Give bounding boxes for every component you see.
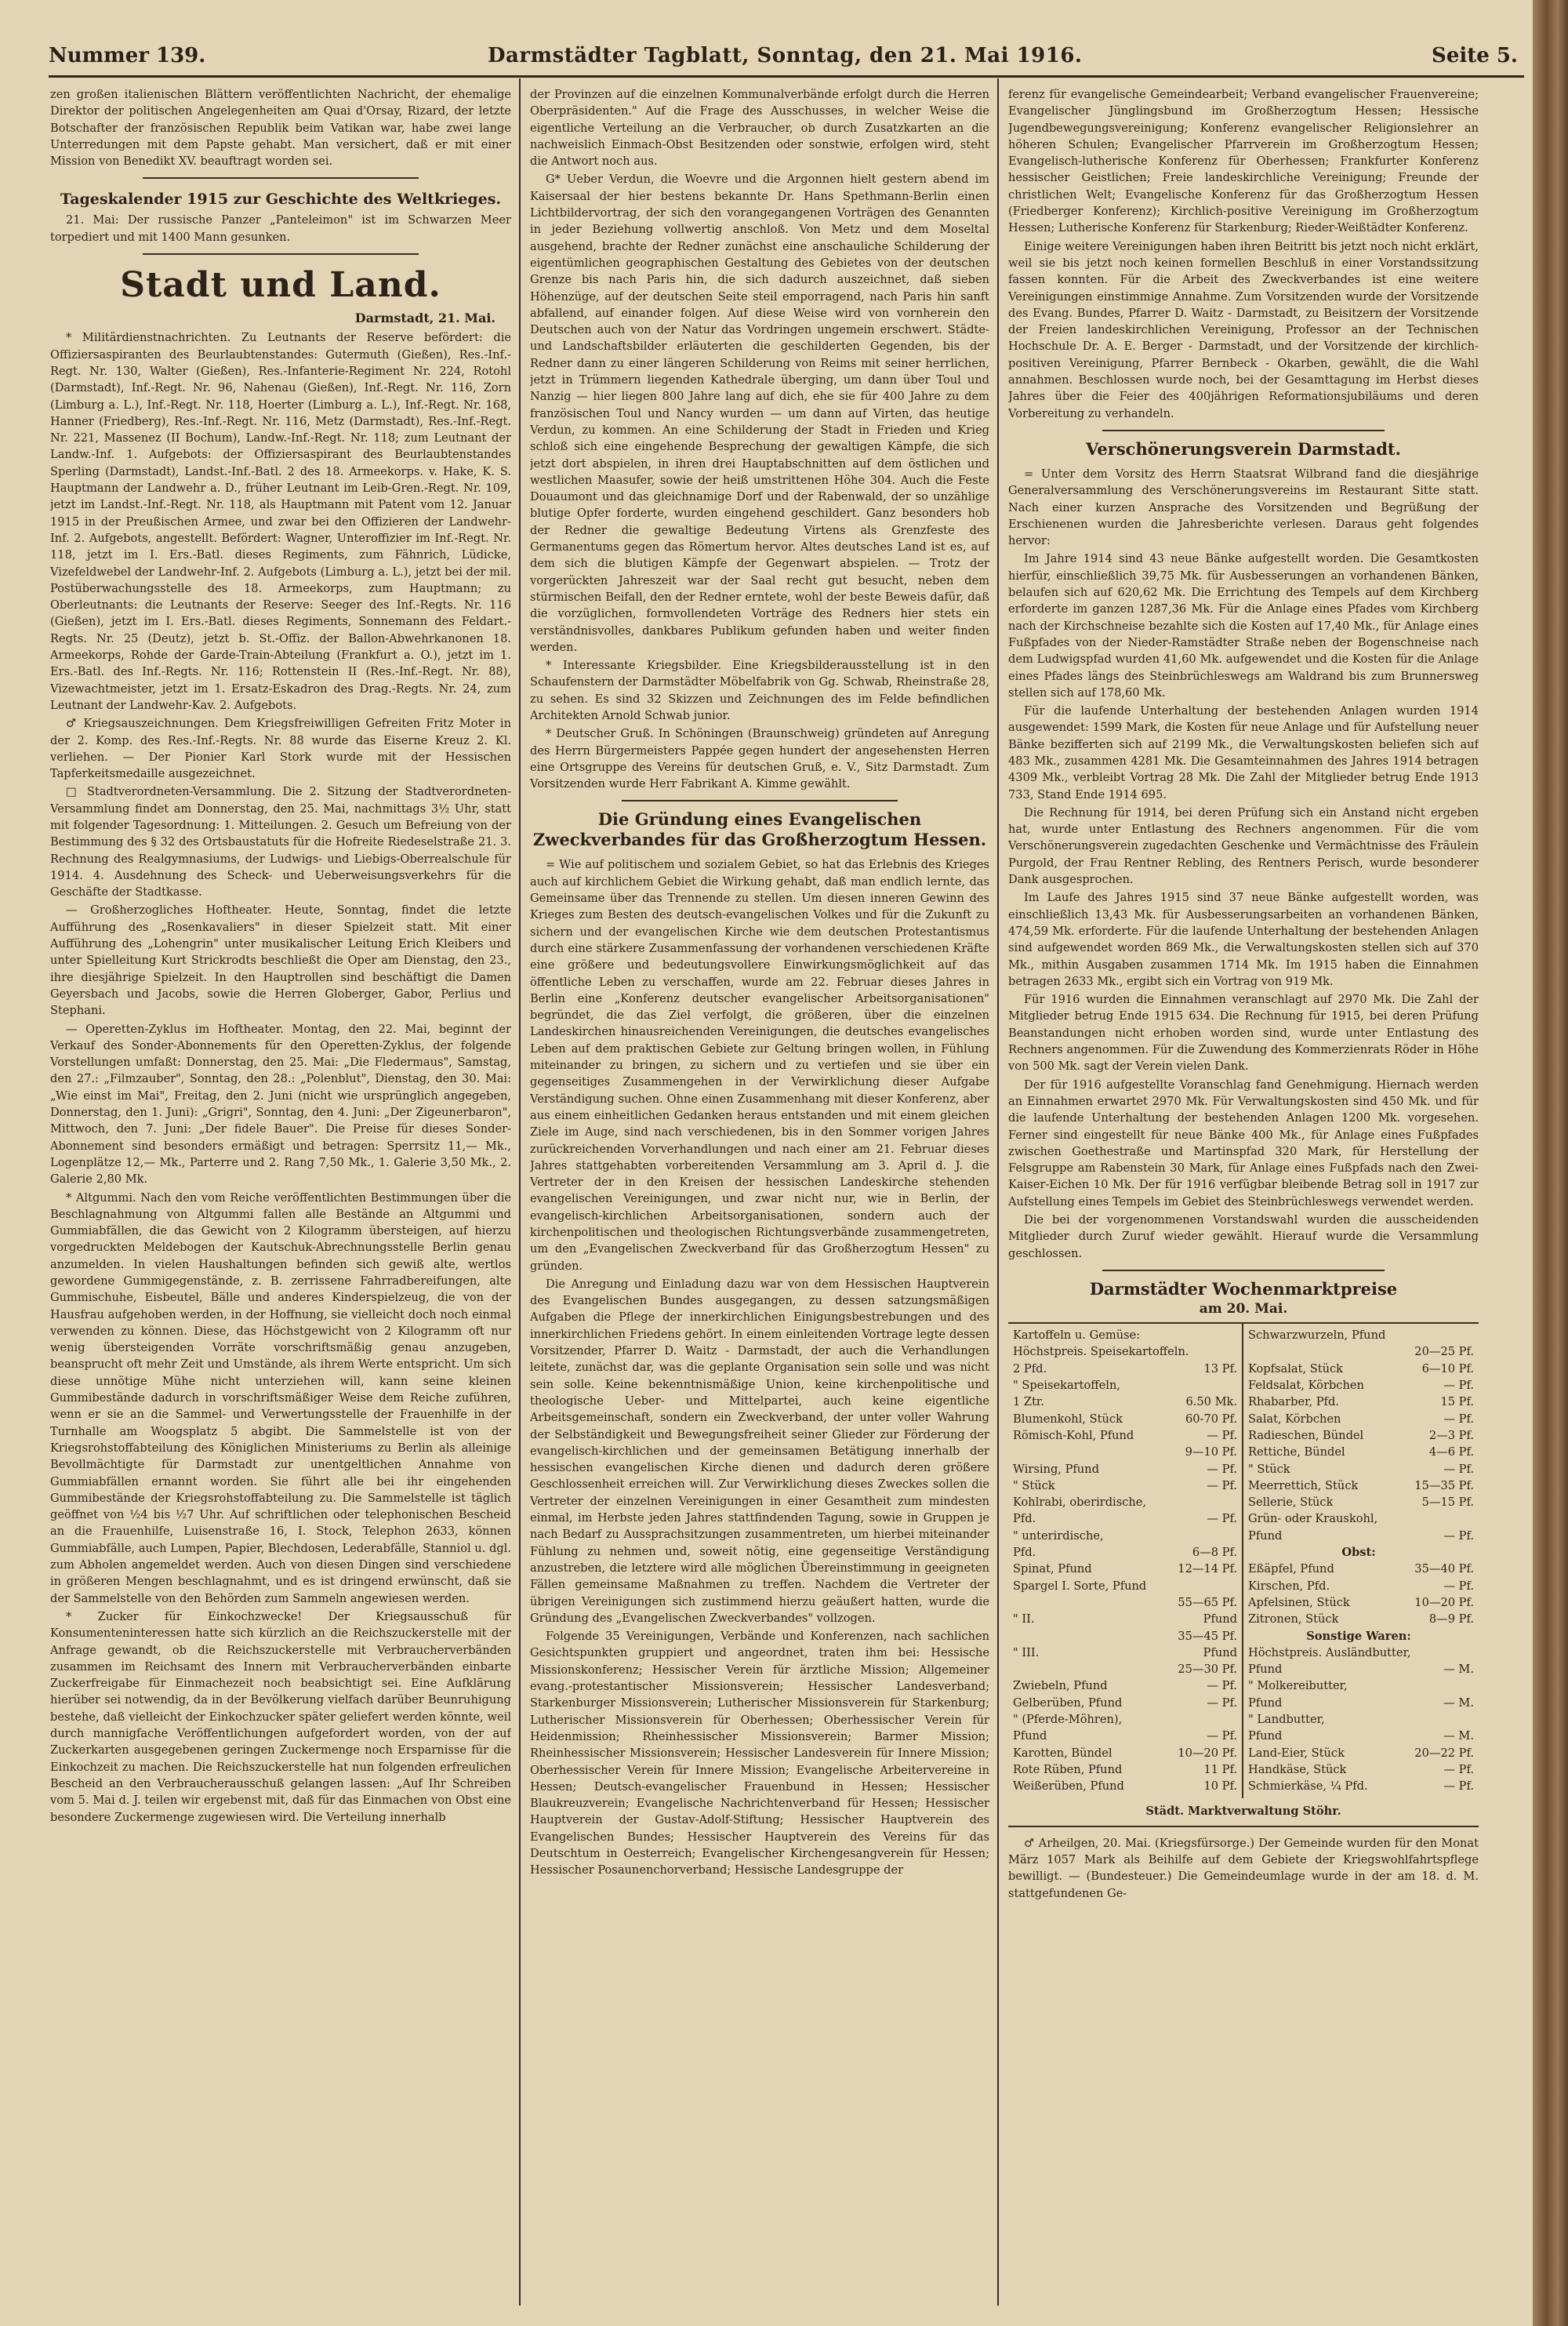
market-row: [1013, 1494, 1237, 1510]
column-divider: [519, 78, 521, 2306]
market-price: — Pf.: [1207, 1462, 1237, 1476]
market-row: [1248, 1528, 1474, 1544]
market-item: Weißerüben, Pfund: [1013, 1779, 1124, 1794]
calendar-title: Tageskalender 1915 zur Geschichte des Weltkrieges.: [60, 191, 502, 209]
market-price: 4—6 Pf.: [1428, 1445, 1474, 1459]
market-row: [1248, 1343, 1474, 1360]
market-row: [1248, 1327, 1474, 1343]
market-price: — Pf.: [1443, 1379, 1474, 1393]
market-price: 10—20 Pf.: [1414, 1595, 1474, 1609]
market-row: [1013, 1728, 1237, 1744]
market-signature: Städt. Marktverwaltung Stöhr.: [1008, 1803, 1479, 1827]
market-row: [1013, 1427, 1237, 1444]
market-row: [1248, 1377, 1474, 1394]
market-row: [1248, 1728, 1474, 1744]
market-item: Rhabarber, Pfd.: [1248, 1395, 1339, 1409]
market-row: [1013, 1628, 1237, 1645]
market-price: — Pf.: [1207, 1695, 1237, 1710]
market-item: Wirsing, Pfund: [1013, 1462, 1099, 1476]
market-item: 1 Ztr.: [1013, 1395, 1044, 1409]
market-row: [1013, 1361, 1237, 1377]
article-text: der Provinzen auf die einzelnen Kommunalverbände erfolgt durch die Herren Oberpräsidenten." Auf die Frage des Ausschusses, in welcher Weise die eigentliche Verteilung an die Verbraucher, ob durch Zusatzkarten an die nachweislich Einmach-Obst Besitzenden oder sonstwie, erfolgen wird, steht die Antwort noch aus.: [530, 88, 989, 169]
column-3: [1008, 86, 1479, 2306]
market-item: Pfund: [1248, 1663, 1283, 1677]
market-item: " (Pferde-Möhren),: [1013, 1713, 1123, 1727]
article-text: — Großherzogliches Hoftheater. Heute, Sonntag, findet die letzte Aufführung des „Rosenkavaliers" in dieser Spielzeit statt. Mit einer Aufführung des „Lohengrin" unter musikalischer Leitung Erich Kleibers und unter Spielleitung Kurt Strickrodts beschließt die Oper am Dienstag, den 23., ihre diesjährige Spielzeit. In den Hauptrollen sind beschäftigt die Damen Geyersbach und Jacobs, sowie die Herren Globerger, Gabor, Perlius und Stephani.: [50, 903, 511, 1018]
market-item: Apfelsinen, Stück: [1248, 1595, 1350, 1609]
article-text: Die Rechnung für 1914, bei deren Prüfung sich ein Anstand nicht ergeben hat, wurde unter Entlastung des Rechners angenommen. Für die vom Verschönerungsverein zugedachten Geschenke und Vermächtnisse des Fräulein Purgold, der Frau Rentner Rebling, des Rentners Perisch, wurde besonderer Dank ausgesprochen.: [1008, 805, 1479, 887]
divider: [622, 800, 898, 801]
market-item: Schwarzwurzeln, Pfund: [1248, 1328, 1386, 1343]
article-text: * Militärdienstnachrichten. Zu Leutnants der Reserve befördert: die Offiziersaspiranten des Beurlaubtenstandes: Gutermuth (Gießen), Res.-Inf.-Regt. Nr. 130, Walter (Gießen), Res.-Infanterie-Regiment Nr. 224, Rotohl (Darmstadt), Inf.-Regt. Nr. 96, Nahenau (Gießen), Inf.-Regt. Nr. 116, Zorn (Limburg a. L.), Inf.-Regt. Nr. 118, Hoerter (Limburg a. L.), Inf.-Regt. Nr. 168, Hanner (Friedberg), Res.-Inf.-Regt. Nr. 116, Metz (Darmstadt), Res.-Inf.-Regt. Nr. 221, Massenez (II Bochum), Landw.-Inf.-Regt. Nr. 118; zum Leutnant der Landw.-Inf. 1. Aufgebots: der Offiziersaspirant des Beurlaubtenstandes Sperling (Darmstadt), Landst.-Inf.-Batl. 2 des 18. Armeekorps. v. Hake, K. S. Hauptmann der Landwehr a. D., früher Leutnant im Leib-Gren.-Regt. Nr. 109, jetzt im Landst.-Inf.-Regt. Nr. 118, als Hauptmann mit Patent vom 12. Januar 1915 in der Preußischen Armee, und zwar bei den Offizieren der Landwehr-Inf. 2. Aufgebots, angestellt. Befördert: Wagner, Unteroffizier im Inf.-Regt. Nr. 118, jetzt im I. Ers.-Batl. dieses Regiments, zum Fähnrich, Lüdicke, Vizefeldwebel der Landwehr-Inf. 2. Aufgebots (Limburg a. L.), jetzt bei der mil. Postüberwachungsstelle des 18. Armeekorps, zum Hauptmann; zu Oberleutnants: die Leutnants der Reserve: Seeger des Inf.-Regts. Nr. 116 (Gießen), jetzt im I. Ers.-Batl. dieses Regiments, Sonnemann des Feldart.-Regts. Nr. 25 (Deutz), jetzt b. St.-Offiz. der Ballon-Abwehrkanonen 18. Armeekorps, Rohde der Garde-Train-Abteilung (Frankfurt a. O.), jetzt im 1. Ers.-Batl. des Inf.-Regts. Nr. 116; Rottenstein II (Res.-Inf.-Regt. Nr. 88), Vizewachtmeister, jetzt im 1. Ersatz-Eskadron des Drag.-Regts. Nr. 24, zum Leutnant der Landwehr-Kav. 2. Aufgebots.: [50, 331, 511, 712]
market-row: [1248, 1761, 1474, 1778]
market-item: Grün- oder Krauskohl,: [1248, 1512, 1378, 1526]
market-price: 20—25 Pf.: [1414, 1345, 1474, 1359]
market-row: [1013, 1761, 1237, 1778]
market-row: [1013, 1578, 1237, 1594]
article-text: Im Laufe des Jahres 1915 sind 37 neue Bänke aufgestellt worden, was einschließlich 13,43 Mk. für Ausbesserungsarbeiten an vorhandenen Bänken, 474,59 Mk. erforderte. Für die laufende Unterhaltung der bestehenden Anlagen sind aufgewendet worden 869 Mk., die Verwaltungskosten stellen sich auf 370 Mk., mithin Ausgaben zusammen 1714 Mk. Im 1915 haben die Einnahmen betragen 2633 Mk., ergibt sich ein Vortrag von 919 Mk.: [1008, 891, 1479, 988]
market-price: — Pf.: [1207, 1478, 1237, 1492]
market-prices: [1008, 1279, 1479, 1827]
market-item: " Stück: [1013, 1478, 1055, 1492]
market-price: 20—22 Pf.: [1414, 1746, 1474, 1760]
market-row: [1013, 1444, 1237, 1460]
article-text: ♂ Arheilgen, 20. Mai. (Kriegsfürsorge.) Der Gemeinde wurden für den Monat März 1057 Mark als Beihilfe auf dem Gebiete der Kriegswohlfahrtspflege bewilligt. — (Bundesteuer.) Die Gemeindeumlage wurde in der am 18. d. M. stattgefundenen Ge-: [1008, 1836, 1479, 1900]
divider: [1102, 430, 1385, 431]
market-price: — Pf.: [1207, 1679, 1237, 1693]
market-item: Pfund: [1248, 1528, 1283, 1543]
market-price: 13 Pf.: [1203, 1361, 1237, 1376]
article-title: Die Gründung eines Evangelischen Zweckverbandes für das Großherzogtum Hessen.: [532, 809, 987, 850]
market-item: Zwiebeln, Pfund: [1013, 1679, 1108, 1693]
market-item: Eßäpfel, Pfund: [1248, 1562, 1334, 1576]
column-1: [50, 86, 511, 2306]
article-text: Einige weitere Vereinigungen haben ihren Beitritt bis jetzt noch nicht erklärt, weil sie bis jetzt noch keinen formellen Beschluß in einer Vorstandssitzung fassen konnten. Für die Arbeit des Zweckverbandes ist eine weitere Vereinigungen einstimmige Annahme. Zum Vorsitzenden wurde der Vorsitzende des Evang. Bundes, Pfarrer D. Waitz - Darmstadt, zu Beisitzern der Vorsitzende der Freien landeskirchlichen Vereinigung, Professor an der Technischen Hochschule Dr. A. E. Berger - Darmstadt, und der Vorsitzende der kirchlich-positiven Vereinigung, Pfarrer Bernbeck - Okarben, gewählt, die die Wahl annahmen. Beschlossen wurde noch, bei der Gesamttagung im Herbst dieses Jahres über die Feier des 400jährigen Reformationsjubiläums und deren Vorbereitung zu verhandeln.: [1008, 239, 1479, 420]
market-row: [1013, 1778, 1237, 1794]
market-price: Pfund: [1203, 1645, 1237, 1659]
market-item: Pfund: [1248, 1695, 1283, 1710]
market-row: [1013, 1594, 1237, 1611]
market-item: " Stück: [1248, 1462, 1290, 1476]
market-price: — Pf.: [1207, 1512, 1237, 1526]
header-rule: [49, 75, 1524, 78]
market-row: [1248, 1411, 1474, 1427]
market-item: Rote Rüben, Pfund: [1013, 1762, 1123, 1776]
market-row: [1248, 1778, 1474, 1794]
market-row: [1248, 1361, 1474, 1377]
issue-number: Nummer 139.: [49, 44, 206, 67]
market-row: [1013, 1411, 1237, 1427]
market-row: [1248, 1394, 1474, 1410]
market-item: Kopfsalat, Stück: [1248, 1361, 1344, 1376]
article-text: Für 1916 wurden die Einnahmen veranschlagt auf 2970 Mk. Die Zahl der Mitglieder betrug Ende 1915 634. Die Rechnung für 1915, bei deren Prüfung Beanstandungen nicht erhoben worden sind, wurde unter Entlastung des Rechners angenommen. Für die Zuwendung des Kommerzienrats Röder in Höhe von 500 Mk. sagt der Verein vielen Dank.: [1008, 993, 1479, 1074]
market-price: — M.: [1443, 1663, 1474, 1677]
market-price: 6.50 Mk.: [1185, 1395, 1237, 1409]
market-item: Spargel I. Sorte, Pfund: [1013, 1579, 1147, 1593]
market-item: 2 Pfd.: [1013, 1361, 1047, 1376]
market-price: — Pf.: [1443, 1528, 1474, 1543]
market-row: [1013, 1544, 1237, 1561]
article-text: * Zucker für Einkochzwecke! Der Kriegsausschuß für Konsumenteninteressen hatte sich kürzlich an die Reichszuckerstelle mit der Anfrage gewandt, ob die Reichszuckerstelle mit Verbraucherverbänden zusammen im Reichsamt des Innern mit Verbraucherverbänden einbarte Zuckerfreigabe für Einmachezeit noch beabsichtigt sei. Eine Aufklärung hierüber sei notwendig, da in der Bevölkerung vielfach darüber Beunruhigung bestehe, daß vielleicht der Einkochzucker später geliefert werden könnte, weil durch mannigfache Veröffentlichungen aufgefordert worden, von der auf Zuckerkarten ausgegebenen geringen Zuckermenge noch Ersparnisse für die Einkochzeit zu machen. Die Reichszuckerstelle hat nun folgenden erfreulichen Bescheid an den Verbraucherausschuß gelangen lassen: „Auf Ihr Schreiben vom 5. Mai d. J. teilen wir ergebenst mit, daß für das Einmachen von Obst eine besondere Zuckermenge zugewiesen wird. Die Verteilung innerhalb: [50, 1609, 511, 1824]
market-row: [1248, 1677, 1474, 1694]
article-text: Die bei der vorgenommenen Vorstandswahl wurden die ausscheidenden Mitglieder durch Zuruf wieder gewählt. Hierauf wurde die Versammlung geschlossen.: [1008, 1213, 1479, 1260]
market-row: [1013, 1695, 1237, 1711]
market-row: [1248, 1661, 1474, 1677]
market-item: Blumenkohl, Stück: [1013, 1412, 1123, 1426]
market-item: " II.: [1013, 1612, 1035, 1626]
market-row: [1248, 1611, 1474, 1627]
article-text: = Wie auf politischem und sozialem Gebiet, so hat das Erlebnis des Krieges auch auf kirchlichem Gebiet die Wirkung gehabt, daß man endlich lernte, das Gemeinsame über das Trennende zu stellen. Um diesen inneren Gewinn des Krieges zum Besten des deutsch-evangelischen Volkes und für die Zukunft zu sichern und der evangelischen Kirche wie dem deutschen Protestantismus durch eine stärkere Zusammenfassung der vorhandenen verschiedenen Kräfte eine größere und bedeutungsvollere Einwirkungsmöglichkeit auf das öffentliche Leben zu verschaffen, wurde am 22. Februar dieses Jahres in Berlin eine „Konferenz deutscher evangelischer Arbeitsorganisationen" begründet, die das Ziel verfolgt, die größeren, über die einzelnen Landeskirchen hinausreichenden Vereinigungen, die deutsches evangelisches Leben auf dem praktischen Gebiete zur Geltung bringen wollen, in Fühlung miteinander zu bringen, zu sichern und zu vertiefen und sie über ein gegenseitiges Zusammengehen in der Verwirklichung dieser Aufgabe Verständigung suchen. Ohne einen Zusammenhang mit dieser Konferenz, aber aus einem einheitlichen Gedanken heraus entstanden und mit einem gleichen Ziele im Auge, sind nach verschiedenen, bis in den Sommer vorigen Jahres zurückreichenden Vorverhandlungen und nach einer am 21. Februar dieses Jahres stattgehabten vorbereitenden Versammlung am 3. April d. J. die Vertreter der in den Kreisen der hessischen Landeskirche stehenden evangelischen Vereinigungen, und zwar nicht nur, wie in Berlin, der evangelisch-kirchlichen Arbeitsorganisationen, sondern auch der kirchenpolitischen und theologischen Richtungsverbände zusammengetreten, um den „Evangelischen Zweckverband für das Großherzogtum Hessen" zu gründen.: [530, 858, 989, 1273]
market-row: [1248, 1444, 1474, 1460]
market-row: [1248, 1427, 1474, 1444]
market-price: 6—8 Pf.: [1192, 1546, 1237, 1560]
market-price: 15 Pf.: [1440, 1395, 1474, 1409]
market-row: [1248, 1510, 1474, 1527]
market-column-vegetables: [1008, 1324, 1243, 1797]
market-row: [1248, 1695, 1474, 1711]
market-price: 8—9 Pf.: [1428, 1612, 1474, 1626]
market-item: Land-Eier, Stück: [1248, 1746, 1345, 1760]
article-text: Der für 1916 aufgestellte Voranschlag fand Genehmigung. Hiernach werden an Einnahmen erwartet 2970 Mk. Für Verwaltungskosten sind 450 Mk. und für die laufende Unterhaltung der bestehenden Anlagen 1200 Mk. vorgesehen. Ferner sind eingestellt für neue Bänke 400 Mk., für Anlage eines Fußpfades zwischen Goethestraße und Martinspfad 320 Mark, für Herstellung der Felsgruppe am Rabenstein 30 Mark, für Anlage eines Fußpfads nach den Zwei-Kaiser-Eichen 10 Mk. Der für 1916 verfügbar bleibende Betrag soll in 1917 zur Aufstellung eines Tempels im Gebiet des Steinbrüchleswegs verwendet werden.: [1008, 1078, 1479, 1208]
market-item: " unterirdische,: [1013, 1528, 1104, 1543]
market-row: [1013, 1461, 1237, 1477]
market-item: Römisch-Kohl, Pfund: [1013, 1428, 1134, 1442]
article-text: □ Stadtverordneten-Versammlung. Die 2. Sitzung der Stadtverordneten-Versammlung findet am Donnerstag, den 25. Mai, nachmittags 3½ Uhr, statt mit folgender Tagesordnung: 1. Mitteilungen. 2. Gesuch um Befreiung von der Bestimmung des § 32 des Ortsbaustatuts für die Hofreite Riedeselstraße 21. 3. Rechnung des Realgymnasiums, der Ludwigs- und Liebigs-Oberrealschule für 1914. 4. Ausdehnung des Scheck- und Ueberweisungsverkehrs für die Geschäfte der Stadtkasse.: [50, 785, 511, 900]
market-price: 60-70 Pf.: [1185, 1412, 1237, 1426]
article-text: Die Anregung und Einladung dazu war von dem Hessischen Hauptverein des Evangelischen Bundes ausgegangen, zu dessen satzungsmäßigen Aufgaben die Pflege der innerkirchlichen Einigungsbestrebungen und des innerkirchlichen Friedens gehört. In einem einleitenden Vortrage legte dessen Vorsitzender, Pfarrer D. Waitz - Darmstadt, der auch die Verhandlungen leitete, zunächst dar, was die geplante Organisation sein solle und was nicht sein solle. Keine bekenntnismäßige Union, keine kirchenpolitische und theologische Ueber- und Mittelpartei, auch keine eigentliche Arbeitsgemeinschaft, sondern ein Zweckverband, der unter voller Wahrung der Selbständigkeit und Bewegungsfreiheit seiner Glieder zur Förderung der evangelisch-kirchlichen und der gemeinsamen Betätigung innerhalb der hessischen evangelischen Kirche dienen und dadurch deren größere Geschlossenheit erreichen will. Zur Verwirklichung dieses Zweckes sollen die Vertreter der einzelnen Vereinigungen in einer Gesamtheit zum mindesten einmal, im Herbste jeden Jahres stattfindenden Tagung, sowie in Gruppen je nach Bedarf zu Aussprachsitzungen zusammentreten, um hierbei miteinander Fühlung zu nehmen und, soweit nötig, eine gegenseitige Verständigung anzustreben, die letztere wird alle möglichen Übereinstimmung in geeigneten Fällen gemeinsame Maßnahmen zu treffen. Nachdem die Vertreter der übrigen Vereinigungen sich zustimmend hierzu geäußert hatten, wurde die Gründung des „Evangelischen Zweckverbandes" vollzogen.: [530, 1277, 989, 1625]
market-date: am 20. Mai.: [1199, 1300, 1288, 1317]
market-column-other: [1243, 1324, 1479, 1797]
market-price: 35—45 Pf.: [1178, 1629, 1237, 1643]
page-header: [49, 41, 1524, 72]
section-title: Stadt und Land.: [120, 265, 441, 306]
market-row: [1013, 1477, 1237, 1494]
market-price: — Pf.: [1443, 1779, 1474, 1794]
market-item: Handkäse, Stück: [1248, 1762, 1347, 1776]
market-item: Gelberüben, Pfund: [1013, 1695, 1123, 1710]
market-item: Kartoffeln u. Gemüse:: [1013, 1328, 1141, 1343]
market-price: 55—65 Pf.: [1178, 1595, 1237, 1609]
market-item: Sellerie, Stück: [1248, 1496, 1334, 1510]
market-price: 2—3 Pf.: [1428, 1428, 1474, 1442]
market-price: — M.: [1443, 1729, 1474, 1743]
market-row: [1013, 1645, 1237, 1661]
market-price: 12—14 Pf.: [1178, 1562, 1237, 1576]
market-price: — M.: [1443, 1695, 1474, 1710]
market-item: Kohlrabi, oberirdische,: [1013, 1496, 1147, 1510]
market-price: — Pf.: [1207, 1428, 1237, 1442]
article-text: = Unter dem Vorsitz des Herrn Staatsrat Wilbrand fand die diesjährige Generalversammlung des Verschönerungsvereins im Restaurant Sitte statt. Nach einer kurzen Ansprache des Vorsitzenden und Begrüßung der Erschienenen wurden die Jahresberichte verlesen. Daraus geht folgendes hervor:: [1008, 467, 1479, 548]
market-row: [1248, 1711, 1474, 1728]
market-item: Pfd.: [1013, 1512, 1036, 1526]
market-row: [1248, 1645, 1474, 1661]
market-row: [1248, 1628, 1474, 1645]
book-binding: [1533, 0, 1568, 2326]
market-row: [1248, 1494, 1474, 1510]
market-price: 10 Pf.: [1203, 1779, 1237, 1794]
article-text: 21. Mai: Der russische Panzer „Panteleimon" ist im Schwarzen Meer torpediert und mit 1400 Mann gesunken.: [50, 213, 511, 244]
page-number: Seite 5.: [1432, 44, 1518, 67]
article-text: ferenz für evangelische Gemeindearbeit; Verband evangelischer Frauenvereine; Evangelischer Jünglingsbund im Großherzogtum Hessen; Hessische Jugendbewegungsvereinigung; Konferenz evangelischer Religionslehrer an höheren Schulen; Evangelischer Pfarrverein im Großherzogtum Hessen; Evangelisch-lutherische Konferenz für Oberhessen; Frankfurter Konferenz hessischer Geistlichen; Freie landeskirchliche Vereinigung; Freunde der christlichen Welt; Evangelische Konferenz für das Großherzogtum Hessen (Friedberger Konferenz); Kirchlich-positive Vereinigung im Großherzogtum Hessen; Lutherische Konferenz für Starkenburg; Rieder-Weißtädter Konferenz.: [1008, 88, 1479, 235]
column-divider: [997, 78, 999, 2306]
market-item: " Molkereibutter,: [1248, 1679, 1348, 1693]
market-item: Schmierkäse, ¼ Pfd.: [1248, 1779, 1368, 1794]
article-text: zen großen italienischen Blättern veröffentlichten Nachricht, der ehemalige Direktor der politischen Angelegenheiten am Quai d'Orsay, Rizard, der letzte Botschafter der französischen Republik beim Vatikan war, habe zwei lange Unterredungen mit dem Papste gehabt. Man versichert, daß er mit einer Mission von Benedikt XV. beauftragt worden sei.: [50, 88, 511, 169]
article-text: ♂ Kriegsauszeichnungen. Dem Kriegsfreiwilligen Gefreiten Fritz Moter in der 2. Komp. des Res.-Inf.-Regts. Nr. 88 wurde das Eiserne Kreuz 2. Kl. verliehen. — Der Pionier Karl Stork wurde mit der Hessischen Tapferkeitsmedaille ausgezeichnet.: [50, 717, 511, 781]
market-row: [1248, 1578, 1474, 1594]
market-price: — Pf.: [1443, 1462, 1474, 1476]
market-item: Höchstpreis. Speisekartoffeln.: [1013, 1345, 1189, 1359]
market-row: [1248, 1477, 1474, 1494]
market-price: — Pf.: [1443, 1762, 1474, 1776]
market-item: " Landbutter,: [1248, 1713, 1325, 1727]
market-row: [1013, 1394, 1237, 1410]
article-text: Für die laufende Unterhaltung der bestehenden Anlagen wurden 1914 ausgewendet: 1599 Mark, die Kosten für neue Anlage und für Aufstellung neuer Bänke bezifferten sich auf 2199 Mk., die Verwaltungskosten beliefen sich auf 483 Mk., zusammen 4281 Mk. Die Gesamteinnahmen des Jahres 1914 betragen 4309 Mk., verbleibt Vortrag 28 Mk. Die Zahl der Mitglieder betrug Ende 1913 733, Stand Ende 1914 695.: [1008, 704, 1479, 801]
divider: [1102, 1270, 1385, 1271]
article-text: Im Jahre 1914 sind 43 neue Bänke aufgestellt worden. Die Gesamtkosten hierfür, einschließlich 39,75 Mk. für Ausbesserungen an vorhandenen Bänken, belaufen sich auf 620,62 Mk. Die Errichtung des Tempels auf dem Kirchberg erforderte im ganzen 1287,36 Mk. Für die Anlage eines Pfades vom Kirchberg nach der Kirchschneise bezahlte sich die Kosten auf 17,40 Mk., für Anlage eines Fußpfades von der Nieder-Ramstädter Straße neben der Bogenschneise nach dem Ludwigspfad wurden 41,60 Mk. aufgewendet und die Kosten für die Anlage eines Pfades längs des Steinbrüchleswegs am Waldrand bis zum Brunnersweg stellen sich auf 178,60 Mk.: [1008, 552, 1479, 700]
market-title: Darmstädter Wochenmarktpreise: [1089, 1278, 1398, 1299]
article-text: — Operetten-Zyklus im Hoftheater. Montag, den 22. Mai, beginnt der Verkauf des Sonder-Abonnements für den Operetten-Zyklus, der folgende Vorstellungen umfaßt: Donnerstag, den 25. Mai: „Die Fledermaus", Samstag, den 27.: „Filmzauber", Sonntag, den 28.: „Polenblut", Dienstag, den 30. Mai: „Wie einst im Mai", Freitag, den 2. Juni (nicht wie ursprünglich angegeben, Donnerstag, den 1. Juni): „Grigri", Sonntag, den 4. Juni: „Der Zigeunerbaron", Mittwoch, den 7. Juni: „Der fidele Bauer". Die Preise für dieses Sonder-Abonnement sind besonders ermäßigt und betragen: Sperrsitz 11,— Mk., Logenplätze 12,— Mk., Parterre und 2. Rang 7,50 Mk., 1. Galerie 3,50 Mk., 2. Galerie 2,80 Mk.: [50, 1022, 511, 1187]
market-price: — Pf.: [1443, 1412, 1474, 1426]
market-row: [1013, 1711, 1237, 1728]
market-price: — Pf.: [1207, 1729, 1237, 1743]
market-item: Obst:: [1341, 1546, 1376, 1560]
divider: [143, 177, 419, 179]
market-row: [1248, 1544, 1474, 1561]
market-price: — Pf.: [1443, 1579, 1474, 1593]
market-row: [1013, 1327, 1237, 1343]
market-item: Kirschen, Pfd.: [1248, 1579, 1330, 1593]
market-item: Radieschen, Bündel: [1248, 1428, 1364, 1442]
market-item: Pfund: [1248, 1729, 1283, 1743]
article-text: Folgende 35 Vereinigungen, Verbände und Konferenzen, nach sachlichen Gesichtspunkten gruppiert und angeordnet, traten ihm bei: Hessische Missionskonferenz; Hessischer Verein für ärztliche Mission; Allgemeiner evang.-protestantischer Missionsverein; Hessischer Landesverband; Starkenburger Missionsverein; Lutherischer Missionsverein für Starkenburg; Lutherischer Missionsverein für Oberhessen; Oberhessischer Verein für Heidenmission; Rheinhessischer Missionsverein; Barmer Mission; Rheinhessischer Missionsverein; Hessischer Landesverein für Innere Mission; Oberhessischer Verein für Innere Mission; Evangelische Arbeitervereine in Hessen; Deutsch-evangelischer Frauenbund in Hessen; Hessischer Blaukreuzverein; Evangelische Nachrichtenverband für Hessen; Hessischer Hauptverein der Gustav-Adolf-Stiftung; Hessischer Hauptverein des Evangelischen Bundes; Hessischer Hauptverein des Vereins für das Deutschtum in Oesterreich; Evangelischer Kirchengesangverein für Hessen; Hessischer Posaunenchorverband; Hessische Landesgruppe der: [530, 1630, 989, 1877]
dateline: Darmstadt, 21. Mai.: [354, 311, 495, 326]
market-price: Pfund: [1203, 1612, 1237, 1626]
masthead: Darmstädter Tagblatt, Sonntag, den 21. Mai 1916.: [488, 44, 1083, 67]
market-row: [1248, 1745, 1474, 1761]
article-text: * Interessante Kriegsbilder. Eine Kriegsbilderausstellung ist in den Schaufenstern der Darmstädter Möbelfabrik von Gg. Schwab, Rheinstraße 28, zu sehen. Es sind 32 Skizzen und Zeichnungen des im Felde befindlichen Architekten Arnold Schwab junior.: [530, 659, 989, 722]
market-price: 35—40 Pf.: [1414, 1562, 1474, 1576]
market-row: [1013, 1377, 1237, 1394]
article-text: * Altgummi. Nach den vom Reiche veröffentlichten Bestimmungen über die Beschlagnahmung von Altgummi fallen alle Bestände an Altgummi und Gummiabfällen, die das Gewicht von 2 Kilogramm übersteigen, auf hierzu vorgedruckten Meldebogen der Kautschuk-Abrechnungsstelle Berlin genau anzumelden. In vielen Haushaltungen befinden sich gewiß alte, wertlos gewordene Gummigegenstände, z. B. zerrissene Fahrradbereifungen, alte Gummischuhe, Eisbeutel, Bälle und anderes Kinderspielzeug, die von der Hausfrau aufgehoben werden, in der Hoffnung, sie vielleicht doch noch einmal verwenden zu können. Diese, das Höchstgewicht von 2 Kilogramm oft nur wenig übersteigenden Vorräte vorschriftsmäßig genau anzugeben, beansprucht oft mehr Zeit und Umstände, als ihrem Werte entspricht. Um sich diese unnötige Mühe nicht unterziehen will, kann seine kleinen Gummibestände dadurch in vorschriftsmäßiger Weise dem Reiche zuführen, wenn er sie an die Sammel- und Verwertungsstelle der Frauenhilfe in der Turnhalle am Woogsplatz 5 abgibt. Die Sammelstelle ist von der Kriegsrohstoffabteilung des Königlichen Ministeriums zu Berlin als alleinige Bevollmächtigte für Darmstadt zur unentgeltlichen Annahme von Gummiabfällen ernannt worden. Sie führt alle bei ihr eingehenden Gummibestände der Kriegsrohstoffabteilung zu. Die Sammelstelle ist täglich geöffnet von ½4 bis ½7 Uhr. Auf schriftlichen oder telephonischen Bescheid an die Frauenhilfe, Luisenstraße 16, I. Stock, Telephon 2633, können Gummiabfälle, auch Lumpen, Papier, Blechdosen, Lederabfälle, Stanniol u. dgl. zum Abholen angemeldet werden. Auch von diesen Dingen sind verschiedene in größeren Mengen beschlagnahmt, und es ist dringend erwünscht, daß sie der Sammelstelle von den Behörden zum Sammeln angewiesen werden.: [50, 1190, 511, 1605]
market-item: " III.: [1013, 1645, 1040, 1659]
article-title: Verschönerungsverein Darmstadt.: [1086, 438, 1401, 459]
market-item: Sonstige Waren:: [1306, 1629, 1411, 1643]
market-row: [1013, 1528, 1237, 1544]
market-row: [1013, 1677, 1237, 1694]
column-2: [530, 86, 989, 2306]
market-item: Karotten, Bündel: [1013, 1746, 1112, 1760]
market-price: 10—20 Pf.: [1178, 1746, 1237, 1760]
market-price: 11 Pf.: [1203, 1762, 1237, 1776]
market-row: [1248, 1561, 1474, 1577]
market-row: [1013, 1745, 1237, 1761]
market-row: [1248, 1461, 1474, 1477]
market-price: 25—30 Pf.: [1178, 1663, 1237, 1677]
market-price: 9—10 Pf.: [1185, 1445, 1237, 1459]
divider: [143, 253, 419, 255]
market-item: Pfd.: [1013, 1546, 1036, 1560]
market-item: Meerrettich, Stück: [1248, 1478, 1359, 1492]
market-price: 6—10 Pf.: [1421, 1361, 1474, 1376]
market-row: [1013, 1661, 1237, 1677]
market-table: [1008, 1322, 1479, 1797]
market-item: Pfund: [1013, 1729, 1047, 1743]
market-price: 5—15 Pf.: [1421, 1496, 1474, 1510]
market-row: [1013, 1611, 1237, 1627]
market-price: 15—35 Pf.: [1414, 1478, 1474, 1492]
market-row: [1248, 1594, 1474, 1611]
market-row: [1013, 1561, 1237, 1577]
article-text: G* Ueber Verdun, die Woevre und die Argonnen hielt gestern abend im Kaisersaal der hier bestens bekannte Dr. Hans Spethmann-Berlin einen Lichtbildervortrag, der sich den vorangegangenen Vorträgen des Genannten in jeder Beziehung vollwertig anschloß. Von Metz und dem Moseltal ausgehend, brachte der Redner zunächst eine anschauliche Schilderung der eigentümlichen geographischen Gestaltung des Gebietes von der deutschen Grenze bis nach Paris hin, die sich dadurch auszeichnet, daß sieben Höhenzüge, auf der deutschen Seite steil emporragend, nach Paris hin sanft abfallend, auf einander folgen. Auf diese Weise wird von vornherein den Deutschen auch von der Natur das Vordringen ungemein erschwert. Städte- und Landschaftsbilder erläuterten die geschilderten Gegenden, bis der Redner dann zu einer längeren Schilderung von Reims mit seiner herrlichen, jetzt in Trümmern liegenden Kathedrale überging, um dann über Toul und Nanzig — hier liegen 800 Jahre lang auf dich, ehe sie für 400 Jahre zu dem französischen Toul und Nancy wurden — um dann auf Virten, das heutige Verdun, zu kommen. An eine Schilderung der Stadt in Frieden und Krieg schloß sich eine eingehende Besprechung der gewaltigen Kämpfe, die sich jetzt dort abspielen, in ihren drei Hauptabschnitten auf dem östlichen und westlichen Maasufer, sowie der heiß umstrittenen Höhe 304. Auch die Feste Douaumont und das gleichnamige Dorf und der Rabenwald, der so unzählige blutige Opfer forderte, wurden eingehend geschildert. Ganz besonders hob der Redner die gewaltige Bedeutung Virtens als Grenzfeste des Germanentums gegen das Römertum hervor. Altes deutsches Land ist es, auf dem sich die blutigen Kämpfe der Gegenwart abspielen. — Trotz der vorgerückten Jahreszeit war der Saal recht gut besucht, neben dem stürmischen Beifall, den der Redner erntete, wohl der beste Beweis dafür, daß die vorzüglichen, formvollendeten Vorträge des Redners hier stets ein verständnisvolles, dankbares Publikum gefunden haben und weiter finden werden.: [530, 173, 989, 654]
market-item: " Speisekartoffeln,: [1013, 1379, 1121, 1393]
article-text: * Deutscher Gruß. In Schöningen (Braunschweig) gründeten auf Anregung des Herrn Bürgermeisters Pappée gegen hundert der angesehensten Herren eine Ortsgruppe des Vereins für deutschen Gruß, e. V., Sitz Darmstadt. Zum Vorsitzenden wurde Herr Fabrikant A. Kimme gewählt.: [530, 727, 989, 791]
market-row: [1013, 1343, 1237, 1360]
market-item: Zitronen, Stück: [1248, 1612, 1339, 1626]
market-item: Höchstpreis. Ausländbutter,: [1248, 1645, 1411, 1659]
market-item: Rettiche, Bündel: [1248, 1445, 1345, 1459]
market-item: Salat, Körbchen: [1248, 1412, 1341, 1426]
market-row: [1013, 1510, 1237, 1527]
market-item: Feldsalat, Körbchen: [1248, 1379, 1364, 1393]
market-item: Spinat, Pfund: [1013, 1562, 1092, 1576]
